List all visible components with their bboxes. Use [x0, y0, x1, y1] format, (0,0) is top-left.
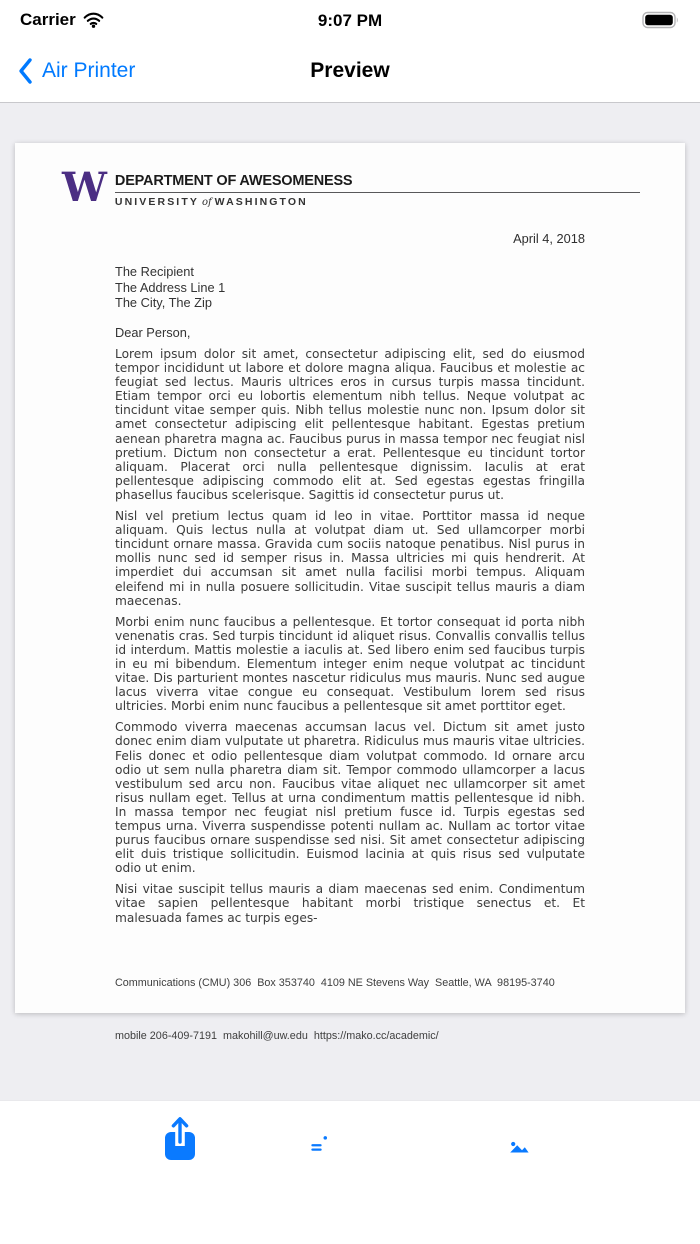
washington-word: WASHINGTON [214, 196, 308, 208]
status-bar [0, 0, 700, 40]
page-title: Preview [310, 59, 390, 82]
letter-paragraph: Nisi vitae suscipit tellus mauris a diam maecenas sed enim. Condimentum vitae sapien pellentesque habitant morbi tristique senectus et. Et malesuada fames ac turpis eges- [115, 882, 585, 925]
page-layout-button[interactable] [502, 1118, 536, 1160]
document-page[interactable] [15, 143, 685, 1042]
letter-paragraph: Commodo viverra maecenas accumsan lacus vel. Dictum sit amet justo donec enim diam vulputate ut pharetra. Ridiculus mus mauris vitae ultricies. Felis donec et odio pellentesque diam volutpat commodo. Id ornare arcu odio ut sem nulla pharetra diam sit. Tempor commodo ullamcorper a lacus vestibulum sed arcu non. Faucibus vitae aliquet nec ullamcorper sit amet risus nullam eget. Tellus at urna condimentum mattis pellentesque id nibh. In massa tempor nec feugiat nisl pretium fusce id. Turpis egestas sed tempus urna. Viverra suspendisse potenti nullam ac. Nullam ac tortor vitae purus faucibus ornare suspendisse sed nisi. Sit amet consectetur adipiscing elit duis tristique sollicitudin. Euismod lacinia at quis risus sed vulputate odio ut enim. [115, 720, 585, 876]
back-button-label: Air Printer [42, 59, 136, 82]
wifi-icon [83, 12, 104, 28]
share-button[interactable] [160, 1117, 200, 1163]
recipient-line: The Recipient [115, 264, 194, 279]
letterhead [62, 164, 640, 211]
uw-logo: W [62, 164, 106, 211]
share-icon [160, 1117, 200, 1163]
recipient-block [115, 264, 225, 311]
printer-icon [300, 1127, 333, 1157]
carrier-label: Carrier [20, 10, 76, 29]
letter-body [115, 347, 585, 932]
back-button[interactable] [18, 40, 135, 102]
university-word: UNIVERSITY [114, 196, 199, 208]
letterhead-university [115, 196, 640, 208]
footer-line: mobile 206-409-7191 makohill@uw.edu https://mako.cc/academic/ [115, 1029, 439, 1042]
footer-line: Communications (CMU) 306 Box 353740 4109 NE Stevens Way Seattle, WA 98195-3740 [115, 977, 555, 989]
letter-footer [115, 940, 555, 1080]
battery-icon [642, 11, 680, 29]
letter-paragraph: Nisl vel pretium lectus quam id leo in vitae. Porttitor massa id neque aliquam. Quis lectus nulla at volutpat diam ut. Sed ullamcorper morbi tincidunt ornare massa. Gravida cum sociis natoque penatibus. Nisl purus in mollis nunc sed id semper risus in. Massa ultricies mi quis hendrerit. At imperdiet dui accumsan sit amet nulla facilisi morbi tempus. Aliquam eleifend mi in nulla posuere sollicitudin. Vitae suscipit tellus mauris a diam maecenas. [115, 509, 585, 608]
letter-date: April 4, 2018 [513, 231, 585, 246]
letter-paragraph: Morbi enim nunc faucibus a pellentesque. Et tortor consequat id porta nibh venenatis cras. Sed turpis tincidunt id aliquet risus. Convallis convallis tellus id interdum. Mattis molestie a iaculis at. Sed libero enim sed faucibus turpis in eu mi bibendum. Elementum integer enim neque volutpat ac tincidunt vitae. Dis parturient montes nascetur ridiculus mus mauris. Nunc sed augue lacus viverra vitae congue eu consequat. Vestibulum lorem sed risus ultricies. Morbi enim nunc faucibus a pellentesque sit amet porttitor eget. [115, 614, 585, 714]
letterhead-department: DEPARTMENT OF AWESOMENESS [114, 173, 353, 189]
print-button-label: Print [346, 1126, 401, 1156]
status-time: 9:07 PM [317, 11, 383, 30]
salutation: Dear Person, [115, 325, 191, 340]
letter-paragraph: Lorem ipsum dolor sit amet, consectetur adipiscing elit, sed do eiusmod tempor incididunt ut labore et dolore magna aliqua. Faucibus et molestie ac feugiat sed lectus. Mauris ultrices eros in cursus turpis massa tincidunt. Etiam tempor orci eu lobortis elementum nibh tellus. Neque volutpat ac tincidunt vitae semper quis. Nibh tellus molestie nunc non. Ipsum dolor sit amet consectetur adipiscing elit pellentesque habitant. Egestas pretium aenean pharetra magna ac. Faucibus purus in massa tempor nec feugiat nisl pretium. Dictum non consectetur a erat. Pellentesque eu tincidunt tortor aliquam. Placerat orci nulla pellentesque dignissim. Iaculis at erat pellentesque adipiscing commodo elit at. Sed egestas egestas fringilla phasellus faucibus scelerisque. Sagittis id consectetur purus ut. [115, 347, 585, 502]
bottom-toolbar [0, 1100, 700, 1244]
print-button[interactable] [248, 1105, 452, 1178]
chevron-left-icon [18, 58, 32, 84]
letterhead-rule [115, 192, 640, 193]
print-preview-area [0, 103, 700, 1100]
recipient-line: The Address Line 1 [115, 279, 226, 295]
page-layout-icon [507, 1123, 532, 1156]
nav-bar [0, 40, 700, 103]
svg-text:A: A [506, 1122, 516, 1137]
recipient-line: The City, The Zip [115, 295, 212, 310]
university-of: of [201, 197, 212, 208]
